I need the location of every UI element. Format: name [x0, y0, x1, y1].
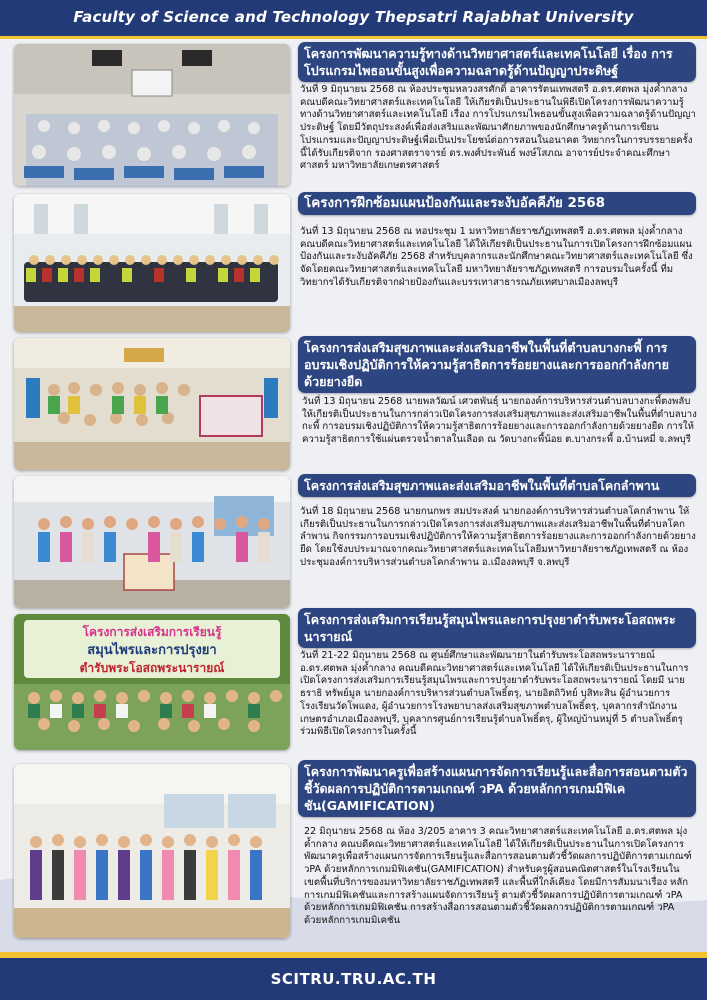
news-photo-2: [14, 194, 290, 332]
news-section-4: [0, 474, 707, 610]
news-section-3: [0, 336, 707, 472]
photo-sign-line-1: โครงการส่งเสริมการเรียนรู้: [82, 625, 222, 639]
news-photo-1: [14, 44, 290, 186]
news-photo-6: [14, 764, 290, 938]
news-body-4: วันที่ 18 มิถุนายน 2568 นายกนกพร สมประสงค์ นายกองค์การบริหารส่วนตำบลโคกลำพาน ให้เกียรติเป็นประธานในการกล่าวเปิดโครงการส่งเสริมสุขภาพและส่งเสริมอาชีพในพื้นที่ตำบลโคกลำพาน กิจกรรมการอบรมเชิงปฏิบัติการให้ความรู้สาธิตการร้อยยางและการออกกำลังกายด้วยยางยืด โดยใช้งบประมาณจากคณะวิทยาศาสตร์และเทคโนโลยีมหาวิทยาลัยราชภัฏเทพสตรี ณ ห้องประชุมองค์การบริหารส่วนตำบลโคกลำพาน อ.เมืองลพบุรี จ.ลพบุรี: [300, 506, 696, 568]
news-photo-3: [14, 338, 290, 470]
news-title-4: โครงการส่งเสริมสุขภาพและส่งเสริมอาชีพในพื้นที่ตำบลโคกลำพาน: [298, 474, 696, 497]
news-body-3: วันที่ 13 มิถุนายน 2568 นายพลวัฒน์ เศวตพันธุ์ นายกองค์การบริหารส่วนตำบลบางกะพี้ตงพลับ ให้เกียรติเป็นประธานในการกล่าวเปิดโครงการส่งเสริมสุขภาพและส่งเสริมอาชีพในพื้นที่ตำบลบางกะพี้ การอบรมเชิงปฏิบัติการให้ความรู้สาธิตการร้อยยางและการออกกำลังกายด้วยยางยืด การให้ความรู้สาธิตการใช้แผ่นตรวจน้ำตาลในเลือด ณ วัดบางกะพี้น้อย ต.บางกระพี้ อ.บ้านหมี่ จ.ลพบุรี: [302, 396, 697, 446]
news-section-6: [0, 760, 707, 950]
news-photo-5: [14, 614, 290, 750]
news-title-2: โครงการฝึกซ้อมแผนป้องกันและระงับอัคคีภัย 2568: [298, 192, 696, 215]
news-body-6: 22 มิถุนายน 2568 ณ ห้อง 3/205 อาคาร 3 คณะวิทยาศาสตร์และเทคโนโลยี อ.ดร.ศตพล มุ่งค้ำกลาง คณบดีคณะวิทยาศาสตร์และเทคโนโลยี ได้ให้เกียรติเป็นประธานในการเปิดโครงการพัฒนาครูเพื่อสร้างแผนการจัดการเรียนรู้และสื่อการสอนตามตัวชี้วัดผลการปฏิบัติการตามเกณฑ์ วPA ด้วยหลักการเกมมิฟิเคชัน(GAMIFICATION) สำหรับครูผู้สอนคณิตศาสตร์ในโรงเรียนในเขตพื้นที่บริการของมหาวิทยาลัยราชภัฏเทพสตรี และพื้นที่ใกล้เคียง โดยมีการสัมมนาเรื่อง หลักการเกมมิฟิเคชันและการสร้างแผนจัดการเรียนรู้ ตามตัวชี้วัดผลการปฏิบัติการตามเกณฑ์ วPA ด้วยหลักการเกมมิฟิเคชัน การสร้างสื่อการสอนตามตัวชี้วัดผลการปฏิบัติการตามเกณฑ์ วPA ด้วยหลักการเกมมิเคชัน: [304, 826, 692, 926]
news-title-3: โครงการส่งเสริมสุขภาพและส่งเสริมอาชีพในพื้นที่ตำบลบางกะพี้ การอบรมเชิงปฏิบัติการให้ความรู้สาธิตการร้อยยางและการออกกำลังกายด้วยยางยืด: [298, 336, 696, 393]
news-body-2: วันที่ 13 มิถุนายน 2568 ณ หอประชุม 1 มหาวิทยาลัยราชภัฏเทพสตรี อ.ดร.ศตพล มุ่งค้ำกลาง คณบดีคณะวิทยาศาสตร์และเทคโนโลยี ได้ให้เกียรติเป็นประธานในการเปิดโครงการฝึกซ้อมแผนป้องกันและระงับอัคคีภัย 2568 สำหรับบุคลากรและนักศึกษาคณะวิทยาศาสตร์และเทคโนโลยี ซึ่งจัดโดยคณะวิทยาศาสตร์และเทคโนโลยี มหาวิทยาลัยราชภัฏเทพสตรี การอบรมในครั้งนี้ ที่มวิทยากรได้รับเกียรติจากฝ่ายป้องกันและบรรเทาสาธารณภัยเทศบาลเมืองลพบุรี: [300, 226, 693, 288]
news-title-1: โครงการพัฒนาความรู้ทางด้านวิทยาศาสตร์และเทคโนโลยี เรื่อง การโปรแกรมไพธอนขั้นสูงเพื่อความฉลาดรู้ด้านปัญญาประดิษฐ์: [298, 42, 696, 82]
photo-sign-line-2: สมุนไพรและการปรุงยา: [87, 643, 217, 658]
news-section-5: [0, 612, 707, 752]
news-title-5: โครงการส่งเสริมการเรียนรู้สมุนไพรและการปรุงยาตำรับพระโอสถพระนารายณ์: [298, 608, 696, 648]
footer-url[interactable]: SCITRU.TRU.AC.TH: [270, 970, 437, 988]
photo-sign-line-3: ตำรับพระโอสถพระนารายณ์: [79, 661, 225, 675]
news-title-6: โครงการพัฒนาครูเพื่อสร้างแผนการจัดการเรียนรู้และสื่อการสอนตามตัวชี้วัดผลการปฏิบัติการตามเกณฑ์ วPA ด้วยหลักการเกมมิฟิเคชัน(GAMIFICATION): [298, 760, 696, 817]
news-photo-4: [14, 476, 290, 608]
news-section-1: [0, 40, 707, 190]
news-body-5: วันที่ 21-22 มิถุนายน 2568 ณ ศูนย์ศึกษาและพัฒนายาในตำรับพระโอสถพระนารายณ์ อ.ดร.ศตพล มุ่งค้ำกลาง คณบดีคณะวิทยาศาสตร์และเทคโนโลยี ได้ให้เกียรติเป็นประธานในการเปิดโครงการส่งเสริมการเรียนรู้สมุนไพรและการปรุงยาตำรับพระโอสถพระนารายณ์ โดยมี นายธราธิ ทรัพย์มูล นายกองค์การบริหารส่วนตำบลโพธิ์ตรุ, นายอิตถิวิทย์ บุสิทะสิน ผู้อำนวยการโรงเรียนวัดโพแดง, ผู้อำนวยการโรงพยาบาลส่งเสริมสุขภาพตำบลโพธิ์ตรุ, บุคลากรสำนักงานเกษตรอำเภอเมืองลพบุรี, บุคลากรศูนย์การเรียนรู้ตำบลโพธิ์ตรุ, ผู้ใหญ่บ้านหมู่ที่ 5 ตำบลโพธิ์ตรุ ร่วมพิธีเปิดโครงการในครั้งนี้: [300, 650, 689, 738]
news-section-2: [0, 192, 707, 334]
header-bar: [0, 0, 707, 39]
news-body-1: วันที่ 9 มิถุนายน 2568 ณ ห้องประชุมหลวงสรศักดิ์ อาคารรัตนเทพสตรี อ.ดร.ศตพล มุ่งค้ำกลาง คณบดีคณะวิทยาศาสตร์และเทคโนโลยี ให้เกียรติเป็นประธานในพิธีเปิดโครงการพัฒนาความรู้ทางด้านวิทยาศาสตร์และเทคโนโลยี เรื่อง การโปรแกรมไพธอนขั้นสูงเพื่อความฉลาดรู้ด้านปัญญาประดิษฐ์ โดยมีวัตถุประสงค์เพื่อส่งเสริมและพัฒนาศักยภาพของนักศึกษาครูด้านการเขียนโปรแกรมและปัญญาประดิษฐ์เพื่อเป็นประโยชน์ต่อการสอนในอนาคต วิทยากรในการบรรยายครั้งนี้ได้รับเกียรติจาก รองศาสตราจารย์ ดร.พงศ์ประพันธ์ พงษ์โสภณ อาจารย์ประจำคณะศึกษาศาสตร์ มหาวิทยาลัยเกษตรศาสตร์: [300, 84, 696, 172]
header-title: Faculty of Science and Technology Thepsatri Rajabhat University: [73, 8, 634, 26]
